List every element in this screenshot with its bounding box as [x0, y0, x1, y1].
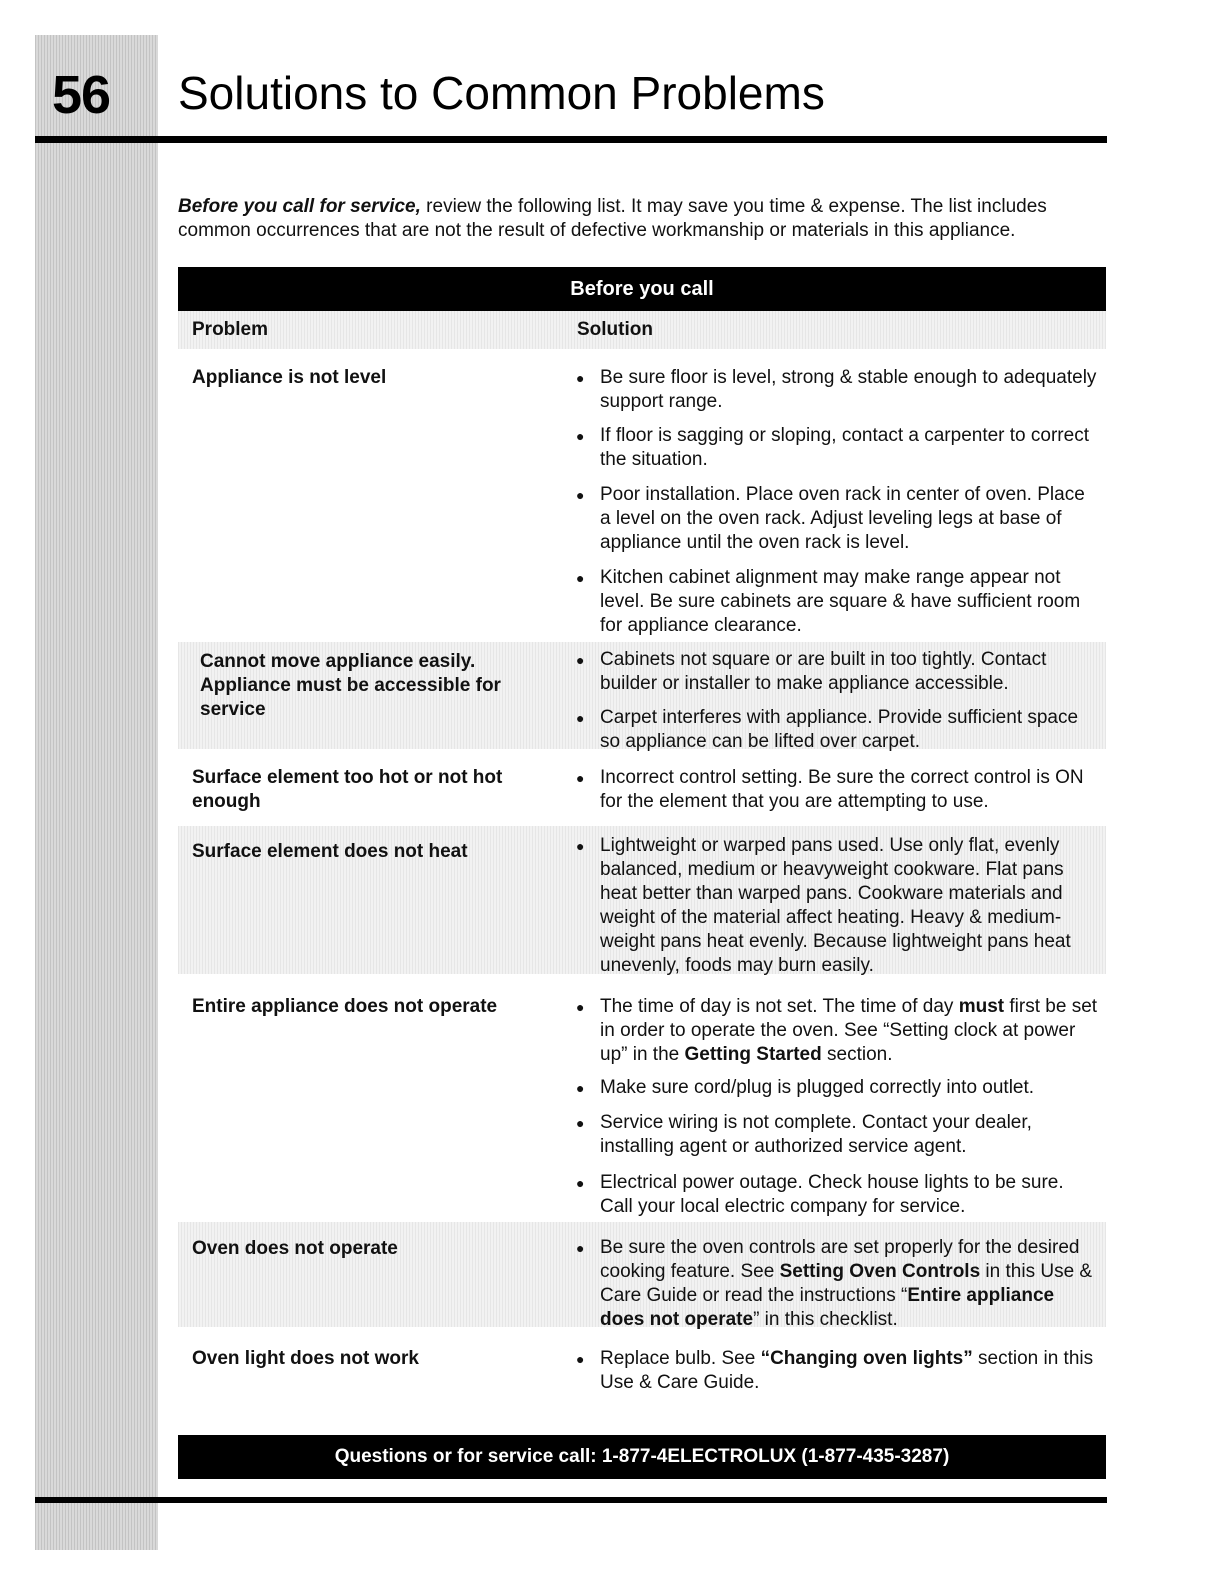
bullet-icon: ●: [576, 1240, 585, 1256]
solution-text: Lightweight or warped pans used. Use only flat, evenly balanced, medium or heavyweight cookware. Flat pans heat better than warped pans. Cookware materials and weight of the material affect heating. Heavy & medium-weight pans heat evenly. Because lightweight pans heat unevenly, foods may burn easily.: [600, 835, 1071, 976]
solution-text: The time of day is not set. The time of day: [600, 996, 959, 1017]
solution-text: Be sure floor is level, strong & stable enough to adequately support range.: [600, 367, 1097, 412]
bullet-icon: ●: [576, 838, 585, 854]
solution-text: Poor installation. Place oven rack in center of oven. Place a level on the oven rack. Adjust leveling legs at base of appliance until the oven rack is level.: [600, 484, 1085, 553]
solution-emphasis: Getting Started: [684, 1044, 822, 1065]
page-number: 56: [52, 65, 111, 125]
solution-item: [576, 1171, 1098, 1219]
solution-item: [576, 706, 1098, 754]
bullet-icon: ●: [576, 652, 585, 668]
solution-item: [576, 1076, 1098, 1100]
page-title: Solutions to Common Problems: [178, 67, 825, 119]
solution-text: in this Use & Care Guide or read the instructions “: [600, 1261, 1093, 1306]
problem-label: Entire appliance does not operate: [192, 996, 498, 1017]
problem-label: Oven does not operate: [192, 1238, 398, 1259]
bullet-icon: ●: [576, 1080, 585, 1096]
solution-text: Make sure cord/plug is plugged correctly into outlet.: [600, 1077, 1035, 1098]
bullet-icon: ●: [576, 428, 585, 444]
solution-text: section.: [821, 1044, 893, 1065]
intro-lead: Before you call for service,: [178, 196, 421, 217]
intro-paragraph: [178, 195, 1098, 243]
solution-item: [576, 483, 1098, 555]
solution-item: [576, 1347, 1098, 1395]
solution-text: Be sure the oven controls are set properly for the desired cooking feature. See: [600, 1237, 1080, 1282]
problem-label: Cannot move appliance easily. Appliance must be accessible for service: [200, 651, 501, 720]
top-rule: [35, 136, 1107, 143]
column-header-solution: Solution: [577, 319, 653, 340]
bullet-icon: ●: [576, 1115, 585, 1131]
solution-item: [576, 995, 1098, 1067]
bullet-icon: ●: [576, 570, 585, 586]
solution-item: [576, 834, 1098, 978]
bullet-icon: ●: [576, 370, 585, 386]
solution-text: Electrical power outage. Check house lights to be sure. Call your local electric company for service.: [600, 1172, 1064, 1217]
bullet-icon: ●: [576, 487, 585, 503]
problem-label: Oven light does not work: [192, 1348, 419, 1369]
solution-item: [576, 766, 1098, 814]
problem-label: Surface element does not heat: [192, 841, 468, 862]
side-strip: [35, 35, 158, 1550]
solution-emphasis: “Changing oven lights”: [760, 1348, 973, 1369]
bullet-icon: ●: [576, 999, 585, 1015]
solution-text: Service wiring is not complete. Contact your dealer, installing agent or authorized service agent.: [600, 1112, 1032, 1157]
bullet-icon: ●: [576, 710, 585, 726]
bullet-icon: ●: [576, 1351, 585, 1367]
solution-text: section in this Use & Care Guide.: [600, 1348, 1094, 1393]
bottom-rule: [35, 1497, 1107, 1503]
bullet-icon: ●: [576, 770, 585, 786]
solution-text: ” in this checklist.: [753, 1309, 898, 1330]
solution-text: first be set in order to operate the oven. See “Setting clock at power up” in the: [600, 996, 1098, 1065]
solution-item: [576, 1111, 1098, 1159]
solution-item: [576, 648, 1098, 696]
solution-text: Carpet interferes with appliance. Provide sufficient space so appliance can be lifted over carpet.: [600, 707, 1079, 752]
solution-text: Cabinets not square or are built in too tightly. Contact builder or installer to make appliance accessible.: [600, 649, 1047, 694]
problem-label: Surface element too hot or not hot enough: [192, 767, 503, 812]
solution-item: [576, 1236, 1098, 1332]
solution-text: Replace bulb. See: [600, 1348, 761, 1369]
solution-text: Incorrect control setting. Be sure the correct control is ON for the element that you are attempting to use.: [600, 767, 1084, 812]
bullet-icon: ●: [576, 1175, 585, 1191]
solution-item: [576, 366, 1098, 414]
column-header-problem: Problem: [192, 319, 269, 340]
service-call-bar: Questions or for service call: 1-877-4ELECTROLUX (1-877-435-3287): [178, 1435, 1106, 1479]
table-title-bar: Before you call: [178, 267, 1106, 311]
solution-item: [576, 566, 1098, 638]
intro-text: review the following list. It may save you time & expense. The list includes common occurrences that are not the result of defective workmanship or materials in this appliance.: [178, 196, 1047, 241]
solution-emphasis: Setting Oven Controls: [779, 1261, 981, 1282]
solution-text: If floor is sagging or sloping, contact a carpenter to correct the situation.: [600, 425, 1089, 470]
solution-item: [576, 424, 1098, 472]
problem-label: Appliance is not level: [192, 367, 387, 388]
solution-emphasis: must: [958, 996, 1005, 1017]
solution-emphasis: Entire appliance does not operate: [600, 1285, 1055, 1330]
solution-text: Kitchen cabinet alignment may make range appear not level. Be sure cabinets are square & have sufficient room for appliance clearance.: [600, 567, 1081, 636]
